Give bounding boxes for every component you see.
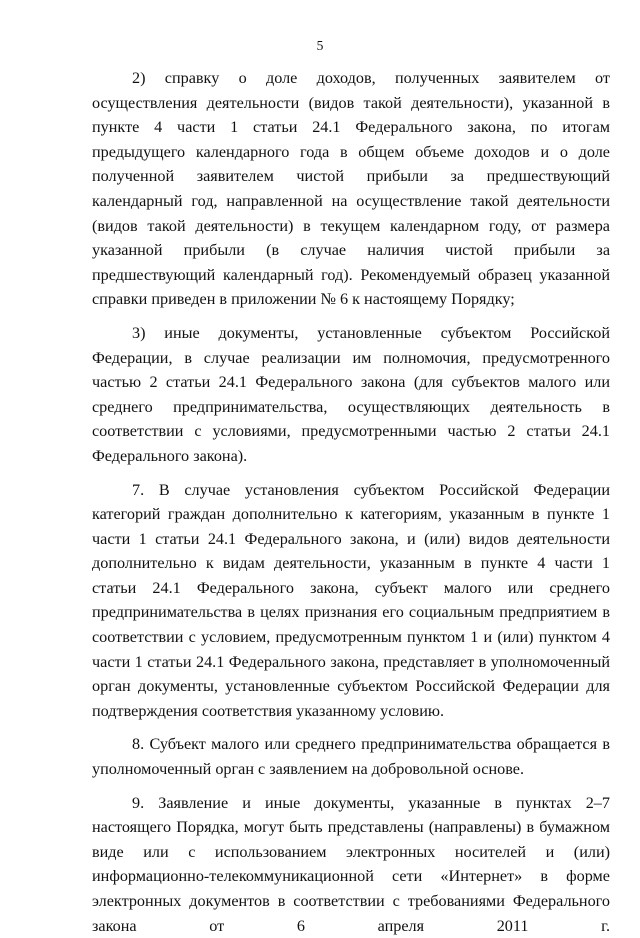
page-number: 5	[316, 38, 324, 53]
paragraph-section-7: 7. В случае установления субъектом Российской Федерации категорий граждан дополнительно к категориям, указанным в пункте 1 части 1 статьи 24.1 Федерального закона, и (или) видов деятельности дополнительно к видам деятельности, указанным в пункте 4 части 1 статьи 24.1 Федерального закона, субъект малого или среднего предпринимательства в целях признания его социальным предприятием в соответствии с условием, предусмотренным пунктом 1 и (или) пунктом 4 части 1 статьи 24.1 Федерального закона, представляет в уполномоченный орган документы, установленные субъектом Российской Федерации для подтверждения соответствия указанному условию.	[92, 480, 610, 720]
paragraph-section-8: 8. Субъект малого или среднего предпринимательства обращается в уполномоченный орган с заявлением на добровольной основе.	[92, 735, 610, 779]
paragraph-income-share-certificate: 2) справку о доле доходов, полученных заявителем от осуществления деятельности (видов такой деятельности), указанной в пункте 4 части 1 статьи 24.1 Федерального закона, по итогам предыдущего календарного года в общем объеме доходов и о доле полученной заявителем чистой прибыли за предшествующий календарный год, направленной на осуществление такой деятельности (видов такой деятельности) в текущем календарном году, от размера указанной прибыли (в случае наличия чистой прибыли за предшествующий календарный год). Рекомендуемый образец указанной справки приведен в приложении № 6 к настоящему Порядку;	[92, 69, 610, 309]
paragraph-section-9: 9. Заявление и иные документы, указанные в пунктах 2–7 настоящего Порядка, могут быть представлены (направлены) в бумажном виде или с использованием электронных носителей и (или) информационно-телекоммуникационной сети «Интернет» в форме электронных документов в соответствии с требованиями Федерального закона от 6 апреля 2011 г.	[92, 793, 610, 935]
paragraph-other-documents: 3) иные документы, установленные субъектом Российской Федерации, в случае реализации им полномочия, предусмотренного частью 2 статьи 24.1 Федерального закона (для субъектов малого или среднего предпринимательства, осуществляющих деятельность в соответствии с условиями, предусмотренными частью 2 статьи 24.1 Федерального закона).	[92, 323, 610, 465]
document-body	[92, 66, 610, 938]
